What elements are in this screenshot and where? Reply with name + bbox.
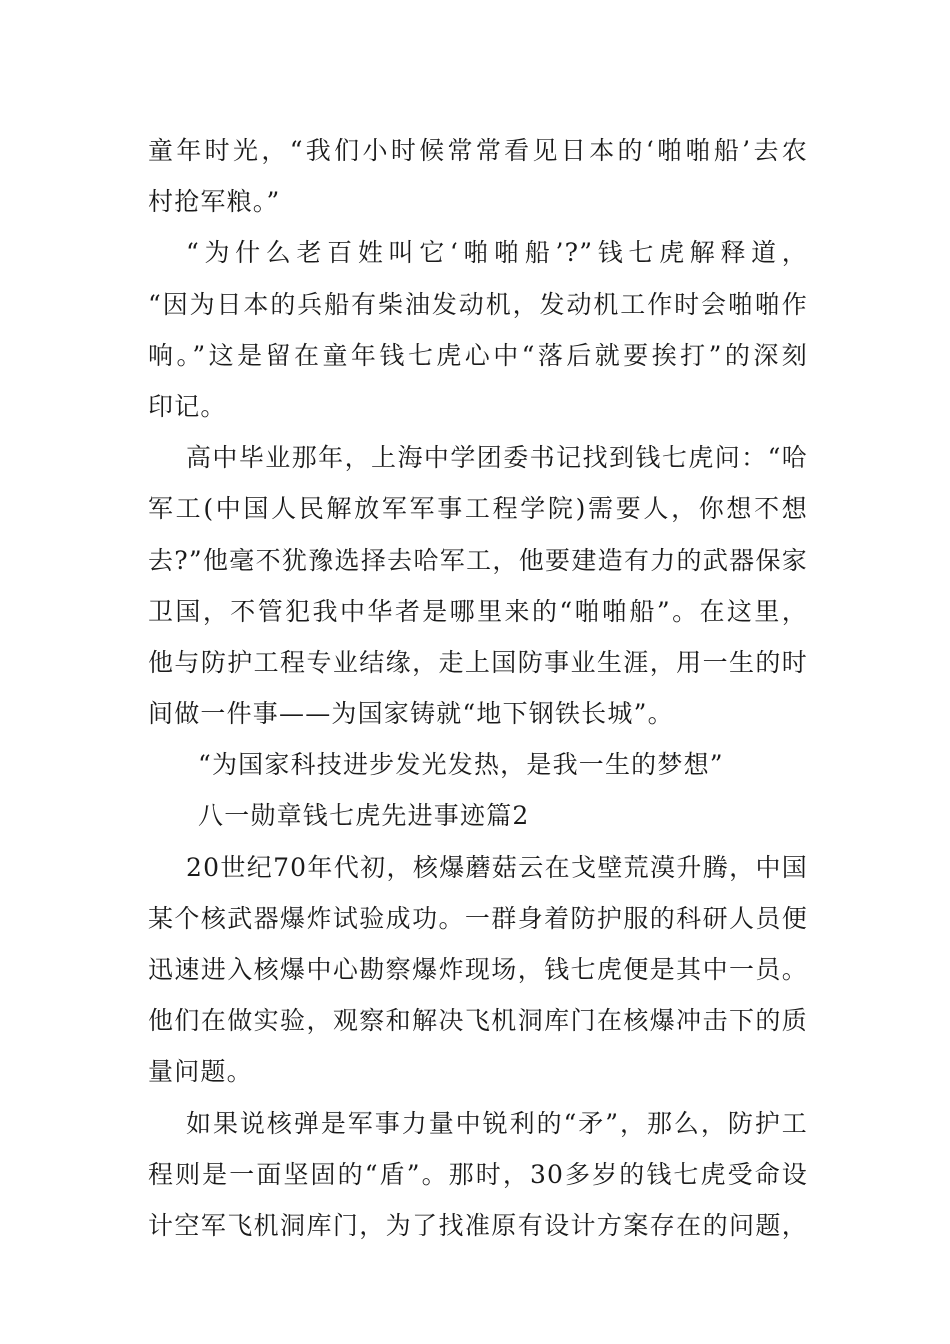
text-line: 印记。 [148,391,227,421]
paragraph-first-line: 高中毕业那年，上海中学团委书记找到钱七虎问：“哈 [186,443,808,473]
document-body [148,125,808,1251]
text-line: 程则是一面坚固的“盾”。那时，30多岁的钱七虎受命设 [148,1159,808,1189]
text-line: “因为日本的兵船有柴油发动机，发动机工作时会啪啪作 [148,289,808,319]
text-line: 量问题。 [148,1057,253,1087]
text-line: 去?”他毫不犹豫选择去哈军工，他要建造有力的武器保家 [148,545,808,575]
text-line: 卫国，不管犯我中华者是哪里来的“啪啪船”。在这里， [148,596,808,626]
text-line: 童年时光，“我们小时候常常看见日本的‘啪啪船’去农 [148,136,808,165]
paragraph-first-line: 如果说核弹是军事力量中锐利的“矛”，那么，防护工 [186,1108,808,1138]
text-line: 响。”这是留在童年钱七虎心中“落后就要挨打”的深刻 [148,340,808,370]
text-line: 迅速进入核爆中心勘察爆炸现场，钱七虎便是其中一员。 [148,955,808,984]
quote-heading: “为国家科技进步发光发热，是我一生的梦想” [198,750,724,780]
text-line: 某个核武器爆炸试验成功。一群身着防护服的科研人员便 [148,903,808,933]
paragraph-first-line: “为什么老百姓叫它‘啪啪船’?”钱七虎解释道， [186,238,808,268]
text-line: 计空军飞机洞库门，为了找准原有设计方案存在的问题， [148,1210,808,1240]
text-line: 间做一件事——为国家铸就“地下钢铁长城”。 [148,699,674,729]
text-line: 村抢军粮。” [148,187,281,217]
section-title: 八一勋章钱七虎先进事迹篇2 [198,801,530,831]
text-line: 军工(中国人民解放军军事工程学院)需要人，你想不想 [148,494,808,524]
text-line: 他们在做实验，观察和解决飞机洞库门在核爆冲击下的质 [148,1006,808,1036]
paragraph-first-line: 20世纪70年代初，核爆蘑菇云在戈壁荒漠升腾，中国 [186,852,808,882]
text-line: 他与防护工程专业结缘，走上国防事业生涯，用一生的时 [148,647,808,677]
